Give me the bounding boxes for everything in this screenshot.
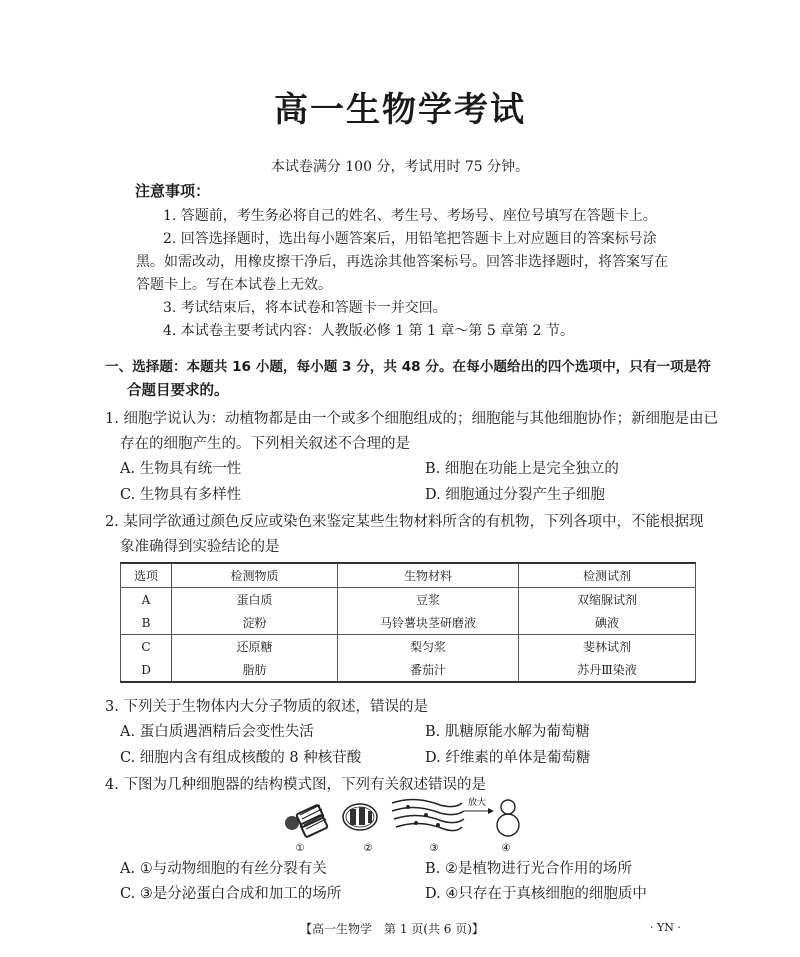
table-cell: D [121, 658, 172, 682]
exam-subtitle: 本试卷满分 100 分，考试用时 75 分钟。 [270, 159, 530, 175]
table-cell: 豆浆 [338, 588, 519, 612]
section1-heading: 一、选择题：本题共 16 小题，每小题 3 分，共 48 分。在每小题给出的四个选项中，只有一项是符 [105, 359, 711, 375]
figure-number: ② [363, 843, 373, 854]
q1-option-d: D. 细胞通过分裂产生子细胞 [425, 487, 605, 503]
notice-item-4: 4. 本试卷主要考试内容：人教版必修 1 第 1 章～第 5 章第 2 节。 [163, 323, 575, 339]
q3-option-b: B. 肌糖原能水解为葡萄糖 [425, 724, 590, 740]
table-cell: 碘液 [519, 611, 696, 635]
q2-stem: 2. 某同学欲通过颜色反应或染色来鉴定某些生物材料所含的有机物，下列各项中，不能根据现 [105, 514, 704, 530]
q3-stem: 3. 下列关于生物体内大分子物质的叙述，错误的是 [105, 699, 428, 715]
table-cell: 番茄汁 [338, 658, 519, 682]
q4-option-c: C. ③是分泌蛋白合成和加工的场所 [120, 886, 342, 902]
table-cell: 斐林试剂 [519, 635, 696, 659]
q4-option-d: D. ④只存在于真核细胞的细胞质中 [425, 886, 647, 902]
q4-option-b: B. ②是植物进行光合作用的场所 [425, 861, 632, 877]
table-row [121, 611, 696, 635]
table-cell: 双缩脲试剂 [519, 588, 696, 612]
chloroplast-drawing [343, 804, 377, 830]
organelle-figure [280, 795, 540, 855]
table-cell: 苏丹Ⅲ染液 [519, 658, 696, 682]
table-cell: A [121, 588, 172, 612]
q3-option-d: D. 纤维素的单体是葡萄糖 [425, 750, 591, 766]
notice-item-2: 2. 回答选择题时，选出每小题答案后，用铅笔把答题卡上对应题目的答案标号涂 [163, 231, 657, 247]
notice-item-1: 1. 答题前，考生务必将自己的姓名、考生号、考场号、座位号填写在答题卡上。 [163, 208, 657, 224]
table-cell: 还原糖 [172, 635, 338, 659]
table-cell: 淀粉 [172, 611, 338, 635]
q1-option-b: B. 细胞在功能上是完全独立的 [425, 461, 619, 477]
table-row [121, 658, 696, 682]
table-cell: C [121, 635, 172, 659]
exam-title: 高一生物学考试 [274, 90, 526, 130]
q3-option-a: A. 蛋白质遇酒精后会变性失活 [120, 724, 314, 740]
table-cell: B [121, 611, 172, 635]
q3-option-c: C. 细胞内含有组成核酸的 8 种核苷酸 [120, 750, 362, 766]
table-cell: 蛋白质 [172, 588, 338, 612]
q2-stem-cont: 象准确得到实验结论的是 [120, 539, 280, 555]
q1-option-a: A. 生物具有统一性 [120, 461, 242, 477]
table-header: 生物材料 [338, 563, 519, 588]
table-cell: 梨匀浆 [338, 635, 519, 659]
q4-stem: 4. 下图为几种细胞器的结构模式图，下列有关叙述错误的是 [105, 777, 486, 793]
table-header: 检测物质 [172, 563, 338, 588]
section1-heading-cont: 合题目要求的。 [127, 383, 229, 399]
page-footer: 【高一生物学 第 1 页(共 6 页)】 [300, 922, 484, 936]
q2-table [120, 562, 696, 683]
table-row [121, 635, 696, 659]
notice-heading: 注意事项： [135, 182, 211, 200]
table-header: 选项 [121, 563, 172, 588]
q1-stem: 1. 细胞学说认为：动植物都是由一个或多个细胞组成的；细胞能与其他细胞协作；新细胞是由已 [105, 411, 718, 427]
q1-option-c: C. 生物具有多样性 [120, 487, 242, 503]
figure-number: ① [295, 843, 305, 854]
q1-stem-cont: 存在的细胞产生的。下列相关叙述不合理的是 [120, 436, 410, 452]
q4-option-a: A. ①与动物细胞的有丝分裂有关 [120, 861, 327, 877]
figure-number: ④ [501, 843, 511, 854]
centrosome-drawing [285, 805, 328, 838]
notice-item-2-cont: 黑。如需改动，用橡皮擦干净后，再选涂其他答案标号。回答非选择题时，将答案写在 [136, 254, 668, 270]
table-cell: 马铃薯块茎研磨液 [338, 611, 519, 635]
notice-item-3: 3. 考试结束后，将本试卷和答题卡一并交回。 [163, 300, 447, 316]
vesicle-drawing [497, 800, 519, 836]
enlarge-label: 放大 [468, 798, 487, 808]
endoplasmic-reticulum-drawing [392, 799, 464, 830]
table-header: 检测试剂 [519, 563, 696, 588]
notice-item-2-cont2: 答题卡上。写在本试卷上无效。 [136, 277, 332, 293]
table-cell: 脂肪 [172, 658, 338, 682]
table-row [121, 588, 696, 612]
figure-number: ③ [429, 843, 439, 854]
exam-code: · YN · [650, 921, 681, 934]
